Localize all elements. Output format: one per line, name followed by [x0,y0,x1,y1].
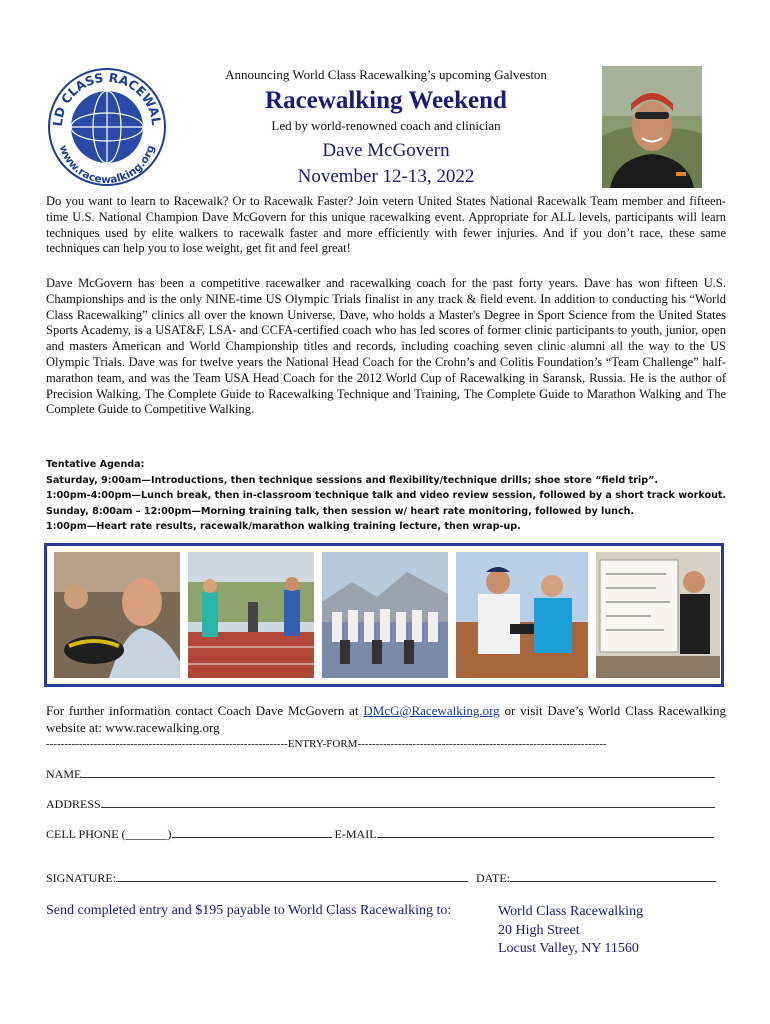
clinic-photo-strip [44,543,724,687]
agenda-heading: Tentative Agenda: [46,459,145,470]
logo-ring-top-text: LD CLASS RACEWAL [49,69,165,127]
contact-text-after: or visit Dave’s World Class Racewalking website at: www.racewalking.org [46,703,726,735]
intro-paragraph: Do you want to learn to Racewalk? Or to Racewalk Faster? Join vetern United States National Racewalk Team member and fifteen-time U.S. National Champion Dave McGovern for this unique racewalking event. Appropriate for ALL levels, participants will learn techniques used by elite walkers to racewalk faster and more efficiently with fewer injuries. And if you don’t race, these same techniques can help you to lose weight, get fit and feel great! [46,194,726,256]
event-title: Racewalking Weekend [265,87,507,114]
coach-portrait-photo [602,66,702,188]
photo-classroom-lecture [596,552,720,678]
mailing-address [498,903,643,959]
photo-coach-with-shoe [54,552,180,678]
photo-track-session [188,552,314,678]
email-blank-line[interactable] [377,826,714,838]
event-subtitle: Led by world-renowned coach and clinician [271,118,501,133]
agenda-item: 1:00pm-4:00pm—Lunch break, then in-classroom technique talk and video review session, followed by a short track workout. [46,490,727,501]
name-blank-line[interactable] [81,766,715,778]
cell-phone-blank-line[interactable] [172,826,332,838]
announcement: Announcing World Class Racewalking’s upcoming Galveston [225,67,547,82]
coach-name: Dave McGovern [322,140,450,161]
world-class-racewalking-logo [44,64,170,190]
photo-heart-rate-monitoring [456,552,588,678]
email-label: E-MAIL [334,827,377,841]
email-link[interactable]: DMcG@Racewalking.org [363,703,500,718]
signature-label: SIGNATURE: [46,871,117,885]
address-blank-line[interactable] [101,796,715,808]
cell-phone-label: CELL PHONE (_______) [46,827,172,841]
event-dates: November 12-13, 2022 [297,166,475,187]
name-field[interactable] [46,766,715,782]
date-label: DATE: [476,871,510,885]
address-field[interactable] [46,796,715,812]
photo-group-at-track [322,552,448,678]
address-label: ADDRESS [46,797,101,811]
contact-info [46,703,726,736]
signature-field[interactable] [46,870,468,886]
signature-blank-line[interactable] [116,870,468,882]
agenda-item: Saturday, 9:00am—Introductions, then technique sessions and flexibility/technique drills; shoe store “field trip”. [46,474,659,486]
event-header [180,64,592,188]
bio-paragraph: Dave McGovern has been a competitive racewalker and racewalking coach for the past forty years. Dave has won fifteen U.S. Championships and is the only NINE-time US Olympic Trials finalist in any track & field event. In addition to conducting his “World Class Racewalking” clinics all over the known Universe, Dave, who holds a Master's Degree in Sport Science from the United States Sports Academy, is a USAT&F, LSA- and CCFA-certified coach who has led scores of former clinic participants to youth, junior, open and masters American and World Championship titles and records, including coaching seven clinic alumni all the way to the US Olympic Trials. Dave was for twelve years the National Head Coach for the Crohn’s and Colitis Foundation’s “Team Challenge” half-marathon team, and was the Team USA Head Coach for the 2012 World Cup of Racewalking in Saransk, Russia. He is the author of Precision Walking, The Complete Guide to Racewalking Technique and Training, The Complete Guide to Marathon Walking and The Complete Guide to Competitive Walking. [46,276,726,417]
contact-text: For further information contact Coach Dave McGovern at [46,703,364,718]
address-line: World Class Racewalking [498,904,644,919]
date-field[interactable] [476,870,716,886]
agenda-item: Sunday, 8:00am – 12:00pm—Morning training talk, then session w/ heart rate monitoring, followed by lunch. [46,505,635,517]
entry-form-divider: ------------------------------------------------------------------ENTRY-FORM-------------------------------------------------------------------- [46,738,607,750]
agenda-item: 1:00pm—Heart rate results, racewalk/marathon walking training lecture, then wrap-up. [46,521,521,532]
address-line: 20 High Street [498,922,580,938]
cell-phone-field[interactable] [46,826,714,842]
entry-form-label: ENTRY-FORM [287,738,358,750]
name-label: NAME [46,767,82,781]
payment-instruction: Send completed entry and $195 payable to World Class Racewalking to: [46,903,452,918]
date-blank-line[interactable] [510,870,716,882]
logo-ring-bottom-text: www.racewalking.org [56,143,158,187]
tentative-agenda [46,457,736,535]
address-line: Locust Valley, NY 11560 [498,941,639,956]
